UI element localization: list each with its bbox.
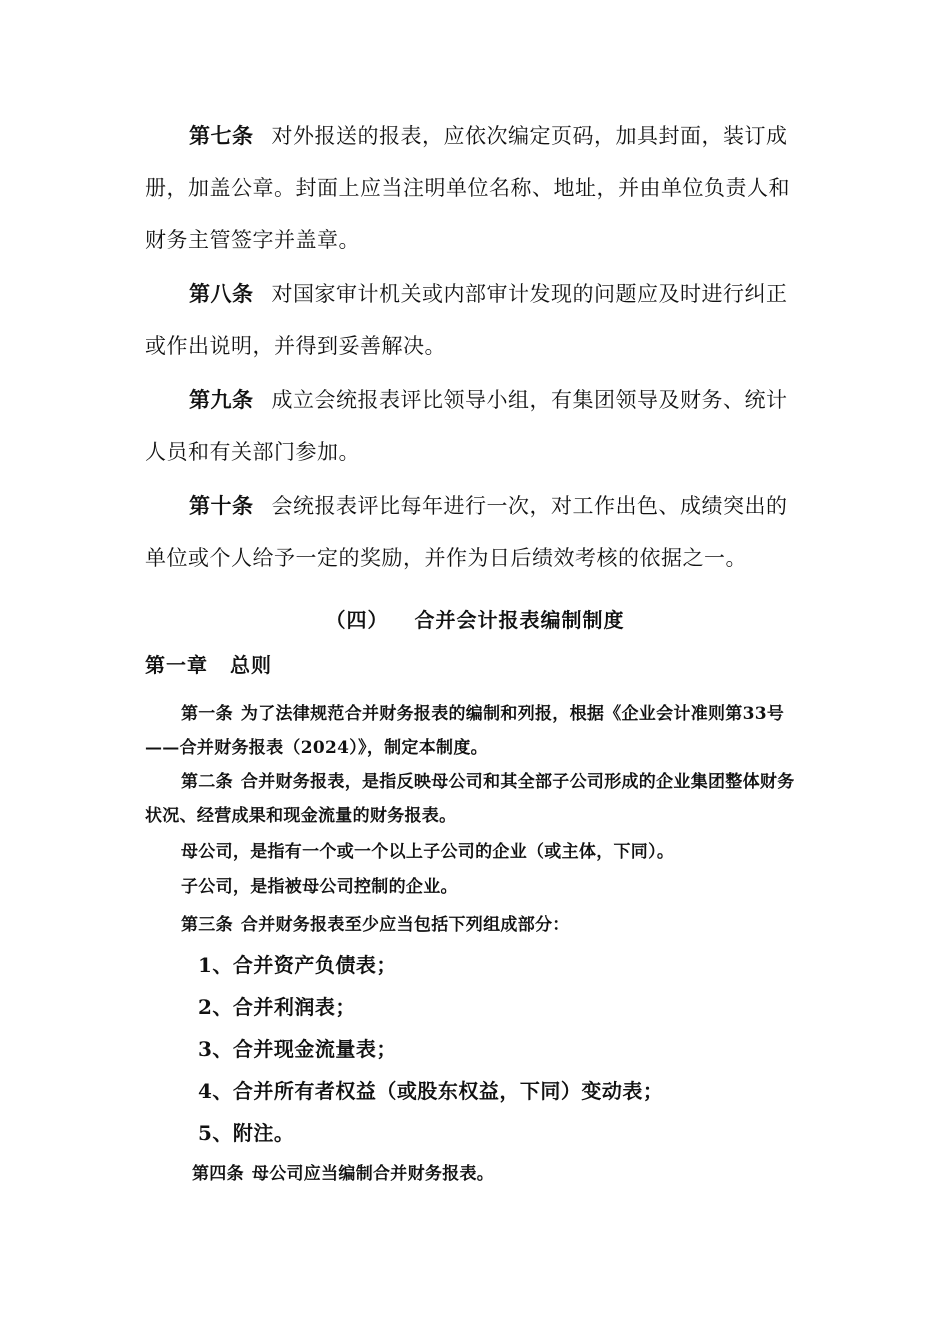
definition-parent (145, 835, 810, 869)
article-3 (145, 908, 810, 942)
article-lead: 第十条 (189, 493, 254, 518)
article-lead: 第七条 (189, 123, 254, 148)
list-item: 3、合并现金流量表； (198, 1037, 397, 1061)
list-item: 4、合并所有者权益（或股东权益，下同）变动表； (198, 1079, 664, 1103)
article-text: 合并财务报表至少应当包括下列组成部分： (240, 915, 570, 935)
article-2 (145, 765, 810, 833)
article-text: 会统报表评比每年进行一次，对工作出色、成绩突出的单位或个人给予一定的奖励，并作为日后绩效考核的依据之一。 (145, 494, 788, 570)
chapter-heading (145, 650, 272, 680)
article-lead: 第四条 (192, 1164, 244, 1184)
article-lead: 第二条 (181, 772, 233, 792)
article-text: 成立会统报表评比领导小组，有集团领导及财务、统计人员和有关部门参加。 (145, 388, 788, 464)
section-heading (0, 600, 950, 640)
list-item: 5、附注。 (198, 1121, 295, 1145)
article-lead: 第一条 (181, 704, 233, 724)
article-lead: 第九条 (189, 387, 254, 412)
list-item: 2、合并利润表； (198, 995, 356, 1019)
article-text: 合并财务报表，是指反映母公司和其全部子公司形成的企业集团整体财务状况、经营成果和现金流量的财务报表。 (145, 772, 795, 826)
article-text: 对外报送的报表，应依次编定页码，加具封面，装订成册，加盖公章。封面上应当注明单位名称、地址，并由单位负责人和财务主管签字并盖章。 (145, 124, 790, 252)
chapter-number: 第一章 (145, 653, 208, 677)
article-4 (192, 1157, 857, 1191)
article-1 (145, 697, 810, 765)
article-9 (145, 374, 805, 478)
article-text: 母公司，是指有一个或一个以上子公司的企业（或主体，下同）。 (181, 842, 675, 862)
definition-subsidiary (145, 870, 810, 904)
article-text: 母公司应当编制合并财务报表。 (251, 1164, 495, 1184)
chapter-title: 总则 (230, 653, 272, 677)
article-lead: 第八条 (189, 281, 254, 306)
article-8 (145, 268, 805, 372)
article-10 (145, 480, 805, 584)
list-item: 1、合并资产负债表； (198, 953, 397, 977)
section-number: （四） (325, 608, 389, 632)
article-text: 对国家审计机关或内部审计发现的问题应及时进行纠正或作出说明，并得到妥善解决。 (145, 282, 788, 358)
article-7 (145, 110, 805, 266)
article-text: 为了法律规范合并财务报表的编制和列报，根据《企业会计准则第33号——合并财务报表（2024）》，制定本制度。 (145, 704, 785, 758)
article-lead: 第三条 (181, 915, 233, 935)
article-text: 子公司，是指被母公司控制的企业。 (181, 877, 458, 897)
section-title: 合并会计报表编制制度 (414, 608, 625, 632)
